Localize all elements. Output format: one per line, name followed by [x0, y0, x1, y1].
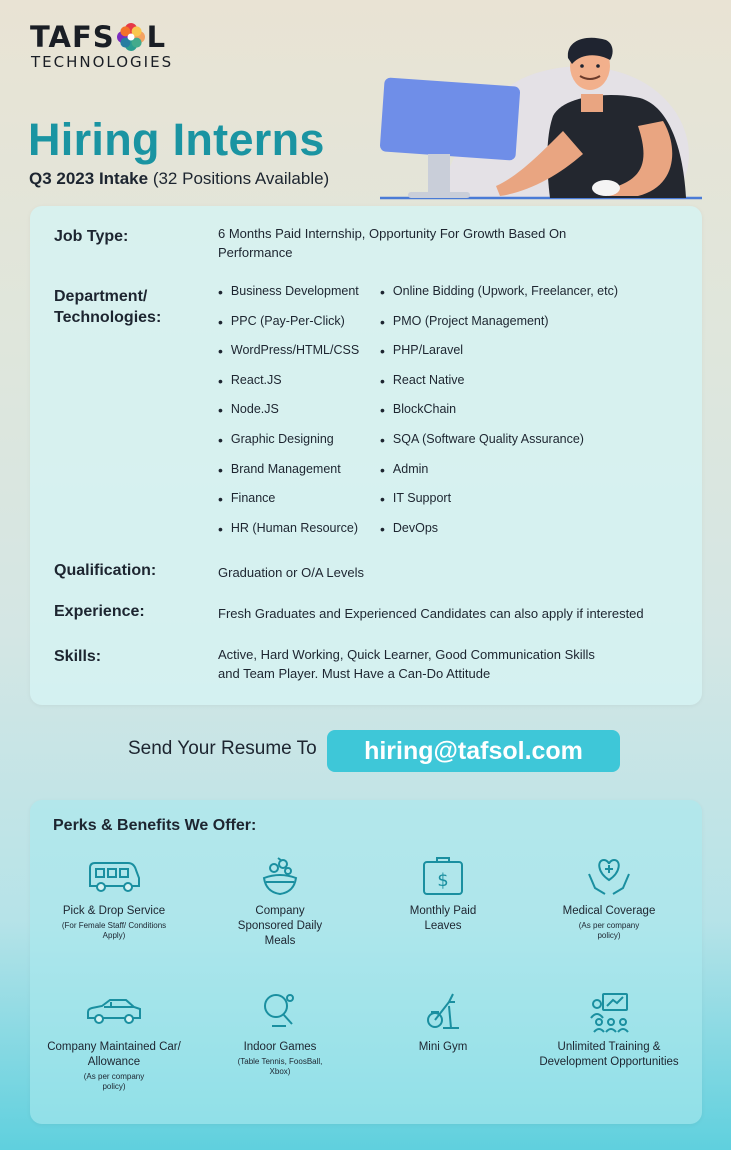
qualification-label: Qualification: [54, 562, 157, 579]
perks-title: Perks & Benefits We Offer: [53, 817, 257, 834]
page-title: Hiring Interns [28, 114, 325, 165]
department-label-line1: Department/ [54, 288, 148, 305]
perk-note: (Table Tennis, FoosBall, Xbox) [237, 1057, 323, 1076]
table-tennis-icon [250, 990, 310, 1034]
department-item: • PPC (Pay-Per-Click) [218, 314, 359, 344]
department-item: • BlockChain [380, 402, 618, 432]
department-item: • IT Support [380, 491, 618, 521]
experience-value: Fresh Graduates and Experienced Candidates can also apply if interested [218, 606, 644, 621]
job-type-label: Job Type: [54, 228, 129, 245]
perks-card [30, 800, 702, 1124]
department-item: • HR (Human Resource) [218, 521, 359, 551]
department-item: • Finance [218, 491, 359, 521]
perk-item [205, 854, 355, 949]
intake-bold: Q3 2023 Intake [29, 169, 149, 188]
briefcase-dollar-icon [413, 854, 473, 898]
department-item: • React.JS [218, 373, 359, 403]
department-item: • Graphic Designing [218, 432, 359, 462]
intake-subtitle [29, 169, 329, 189]
meal-bowl-icon [250, 854, 310, 898]
department-item: • SQA (Software Quality Assurance) [380, 432, 618, 462]
perk-title: Pick & Drop Service [62, 905, 166, 917]
perk-note: (For Female Staff/ Conditions Apply) [61, 921, 167, 940]
perk-item [534, 854, 684, 940]
department-item: • Online Bidding (Upwork, Freelancer, etc) [380, 284, 618, 314]
flower-logo-icon [116, 22, 146, 52]
department-item: • WordPress/HTML/CSS [218, 343, 359, 373]
perk-title: Indoor Games [243, 1041, 317, 1053]
perk-item [39, 990, 189, 1091]
qualification-value: Graduation or O/A Levels [218, 565, 364, 580]
perk-title: Company Sponsored Daily Meals [237, 905, 323, 947]
department-label [54, 286, 161, 328]
department-label-line2: Technologies: [54, 309, 162, 326]
perk-title: Unlimited Training & Development Opportunities [539, 1041, 679, 1068]
perk-title: Company Maintained Car/ Allowance [47, 1041, 181, 1068]
skills-label: Skills: [54, 648, 102, 665]
job-type-value: 6 Months Paid Internship, Opportunity For Growth Based On Performance [218, 226, 567, 260]
perk-title: Monthly Paid Leaves [409, 905, 477, 932]
department-item: • PMO (Project Management) [380, 314, 618, 344]
perk-title: Mini Gym [418, 1041, 468, 1053]
perk-item [205, 990, 355, 1076]
department-item: • Node.JS [218, 402, 359, 432]
logo-text-part1: TAFS [30, 19, 115, 54]
car-icon [84, 990, 144, 1034]
department-item: • React Native [380, 373, 618, 403]
logo-tagline: TECHNOLOGIES [31, 53, 174, 71]
exercise-bike-icon [413, 990, 473, 1034]
department-item: • PHP/Laravel [380, 343, 618, 373]
perk-note: (As per company policy) [83, 1072, 145, 1091]
department-list-col2 [380, 284, 618, 550]
van-icon [84, 854, 144, 898]
job-details-card [30, 206, 702, 705]
perk-item [368, 854, 518, 934]
department-item: • Business Development [218, 284, 359, 314]
svg-text:$: $ [437, 870, 449, 891]
training-icon [579, 990, 639, 1034]
experience-label: Experience: [54, 603, 145, 620]
department-item: • Admin [380, 462, 618, 492]
send-resume-label: Send Your Resume To [128, 738, 317, 759]
department-item: • DevOps [380, 521, 618, 551]
perk-note: (As per company policy) [578, 921, 640, 940]
perk-title: Medical Coverage [562, 905, 656, 917]
skills-value: Active, Hard Working, Quick Learner, Good Communication Skills and Team Player. Must Have a Can-Do Attitude [218, 647, 595, 681]
company-logo [30, 19, 174, 71]
email-link[interactable]: hiring@tafsol.com [327, 730, 620, 772]
department-list-col1 [218, 284, 359, 550]
perk-item [534, 990, 684, 1070]
medical-hands-icon [579, 854, 639, 898]
perk-item [368, 990, 518, 1055]
intake-positions: (32 Positions Available) [152, 169, 330, 188]
perk-item [39, 854, 189, 940]
logo-text-part2: L [146, 19, 167, 54]
man-at-computer-illustration [378, 36, 708, 204]
department-item: • Brand Management [218, 462, 359, 492]
